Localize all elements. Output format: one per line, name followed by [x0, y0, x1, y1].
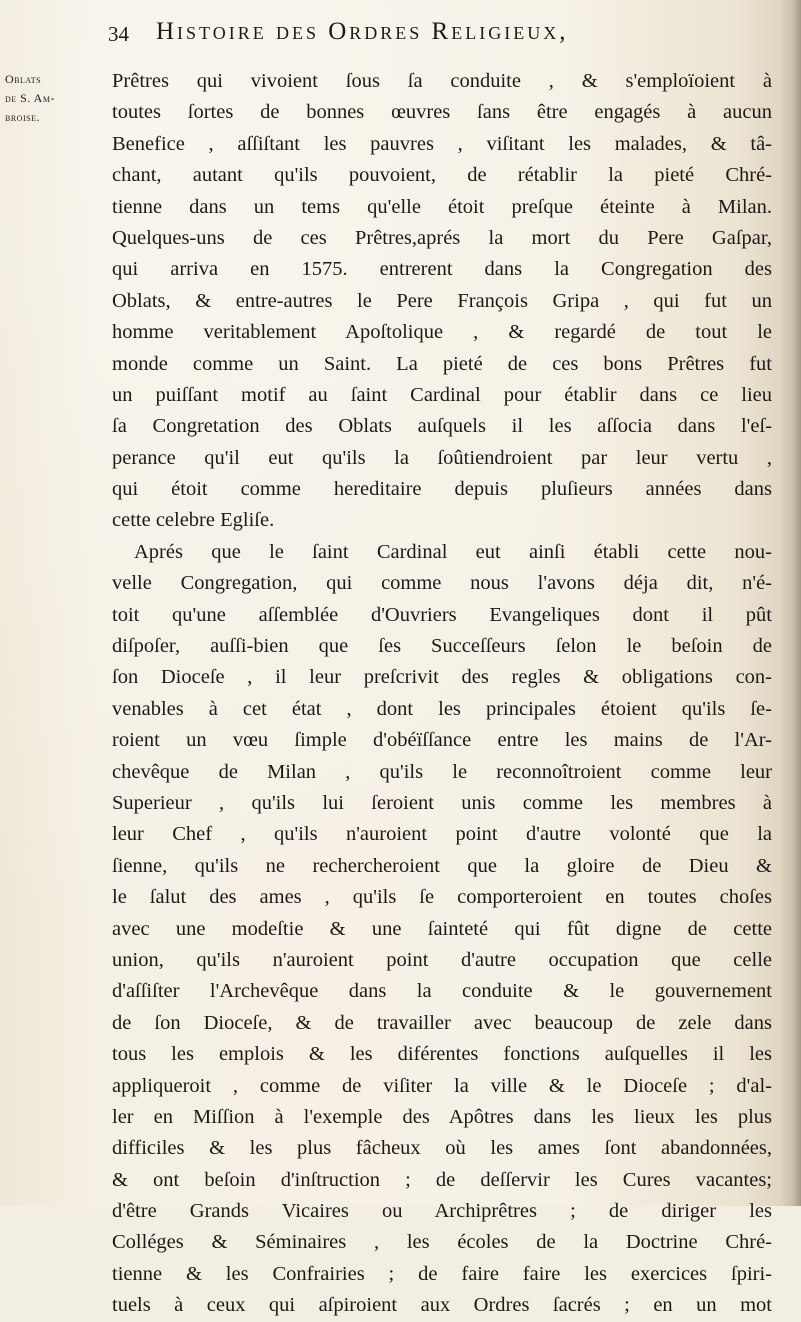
marginal-note-line: de S. Am-: [5, 91, 55, 105]
marginal-note-line: Oblats: [5, 72, 42, 86]
text-line: diſpoſer, auſſi-bien que ſes Succeſſeurs ſelon le beſoin de: [112, 635, 772, 658]
text-line: Superieur , qu'ils lui ſeroient unis comme les membres à: [112, 791, 772, 814]
text-line-paragraph-end: cette celebre Egliſe.: [112, 509, 275, 532]
text-line: homme veritablement Apoſtolique , & regardé de tout le: [112, 321, 772, 344]
text-line: qui arriva en 1575. entrerent dans la Congregation des: [112, 258, 772, 281]
text-line: roient un vœu ſimple d'obéïſſance entre les mains de l'Ar-: [112, 729, 772, 752]
page-edge-shadow: [779, 0, 801, 1206]
text-line: ſa Congretation des Oblats auſquels il les aſſocia dans l'eſ-: [112, 415, 772, 438]
text-line: Oblats, & entre-autres le Pere François Gripa , qui fut un: [112, 289, 772, 312]
text-line-paragraph-start: Aprés que le ſaint Cardinal eut ainſi établi cette nou-: [134, 540, 772, 563]
text-line: qui étoit comme hereditaire depuis pluſieurs années dans: [112, 478, 772, 501]
text-line: d'être Grands Vicaires ou Archiprêtres ; de diriger les: [112, 1200, 772, 1223]
text-line: difficiles & les plus fâcheux où les ames ſont abandonnées,: [112, 1137, 772, 1160]
text-line: le ſalut des ames , qu'ils ſe comporteroient en toutes choſes: [112, 886, 772, 909]
text-line: ſienne, qu'ils ne rechercheroient que la gloire de Dieu &: [112, 854, 772, 877]
text-line: ſon Dioceſe , il leur preſcrivit des regles & obligations con-: [112, 666, 772, 689]
text-line: & ont beſoin d'inſtruction ; de deſſervir les Cures vacantes;: [112, 1168, 772, 1191]
text-line: chant, autant qu'ils pouvoient, de rétablir la pieté Chré-: [112, 164, 772, 187]
text-line: toutes ſortes de bonnes œuvres ſans être engagés à aucun: [112, 101, 772, 124]
text-line: avec une modeſtie & une ſainteté qui fût digne de cette: [112, 917, 772, 940]
text-line: union, qu'ils n'auroient point d'autre occupation que celle: [112, 948, 772, 971]
text-line: tuels à ceux qui aſpiroient aux Ordres ſacrés ; en un mot: [112, 1294, 772, 1317]
page-header: [108, 12, 768, 52]
text-line: tous les emplois & les diférentes fonctions auſquelles il les: [112, 1043, 772, 1066]
text-line: un puiſſant motif au ſaint Cardinal pour établir dans ce lieu: [112, 383, 772, 406]
marginal-note: [5, 70, 65, 127]
running-head: Histoire des Ordres Religieux,: [156, 18, 569, 45]
text-line: monde comme un Saint. La pieté de ces bons Prêtres fut: [112, 352, 772, 375]
text-line: ler en Miſſion à l'exemple des Apôtres dans les lieux les plus: [112, 1105, 772, 1128]
text-line: Colléges & Séminaires , les écoles de la Doctrine Chré-: [112, 1231, 772, 1254]
text-line: appliqueroit , comme de viſiter la ville & le Dioceſe ; d'al-: [112, 1074, 772, 1097]
text-line: tienne dans un tems qu'elle étoit preſque éteinte à Milan.: [112, 195, 772, 218]
text-line: toit qu'une aſſemblée d'Ouvriers Evangeliques dont il pût: [112, 603, 772, 626]
text-line: chevêque de Milan , qu'ils le reconnoîtroient comme leur: [112, 760, 772, 783]
text-line: perance qu'il eut qu'ils la ſoûtiendroient par leur vertu ,: [112, 446, 772, 469]
text-line: de ſon Dioceſe, & de travailler avec beaucoup de zele dans: [112, 1011, 772, 1034]
text-line: Benefice , aſſiſtant les pauvres , viſitant les malades, & tâ-: [112, 132, 772, 155]
text-line: Prêtres qui vivoient ſous ſa conduite , & s'emploïoient à: [112, 70, 772, 92]
text-line: d'aſſiſter l'Archevêque dans la conduite & le gouvernement: [112, 980, 772, 1003]
text-line: leur Chef , qu'ils n'auroient point d'autre volonté que la: [112, 823, 772, 846]
marginal-note-line: broise.: [5, 110, 40, 124]
page-number: 34: [108, 22, 129, 46]
body-text: [112, 66, 772, 1322]
text-line: tienne & les Confrairies ; de faire faire les exercices ſpiri-: [112, 1262, 772, 1285]
text-line: velle Congregation, qui comme nous l'avons déja dit, n'é-: [112, 572, 772, 595]
text-line: Quelques-uns de ces Prêtres,aprés la mort du Pere Gaſpar,: [112, 226, 772, 249]
text-line: venables à cet état , dont les principales étoient qu'ils ſe-: [112, 697, 772, 720]
